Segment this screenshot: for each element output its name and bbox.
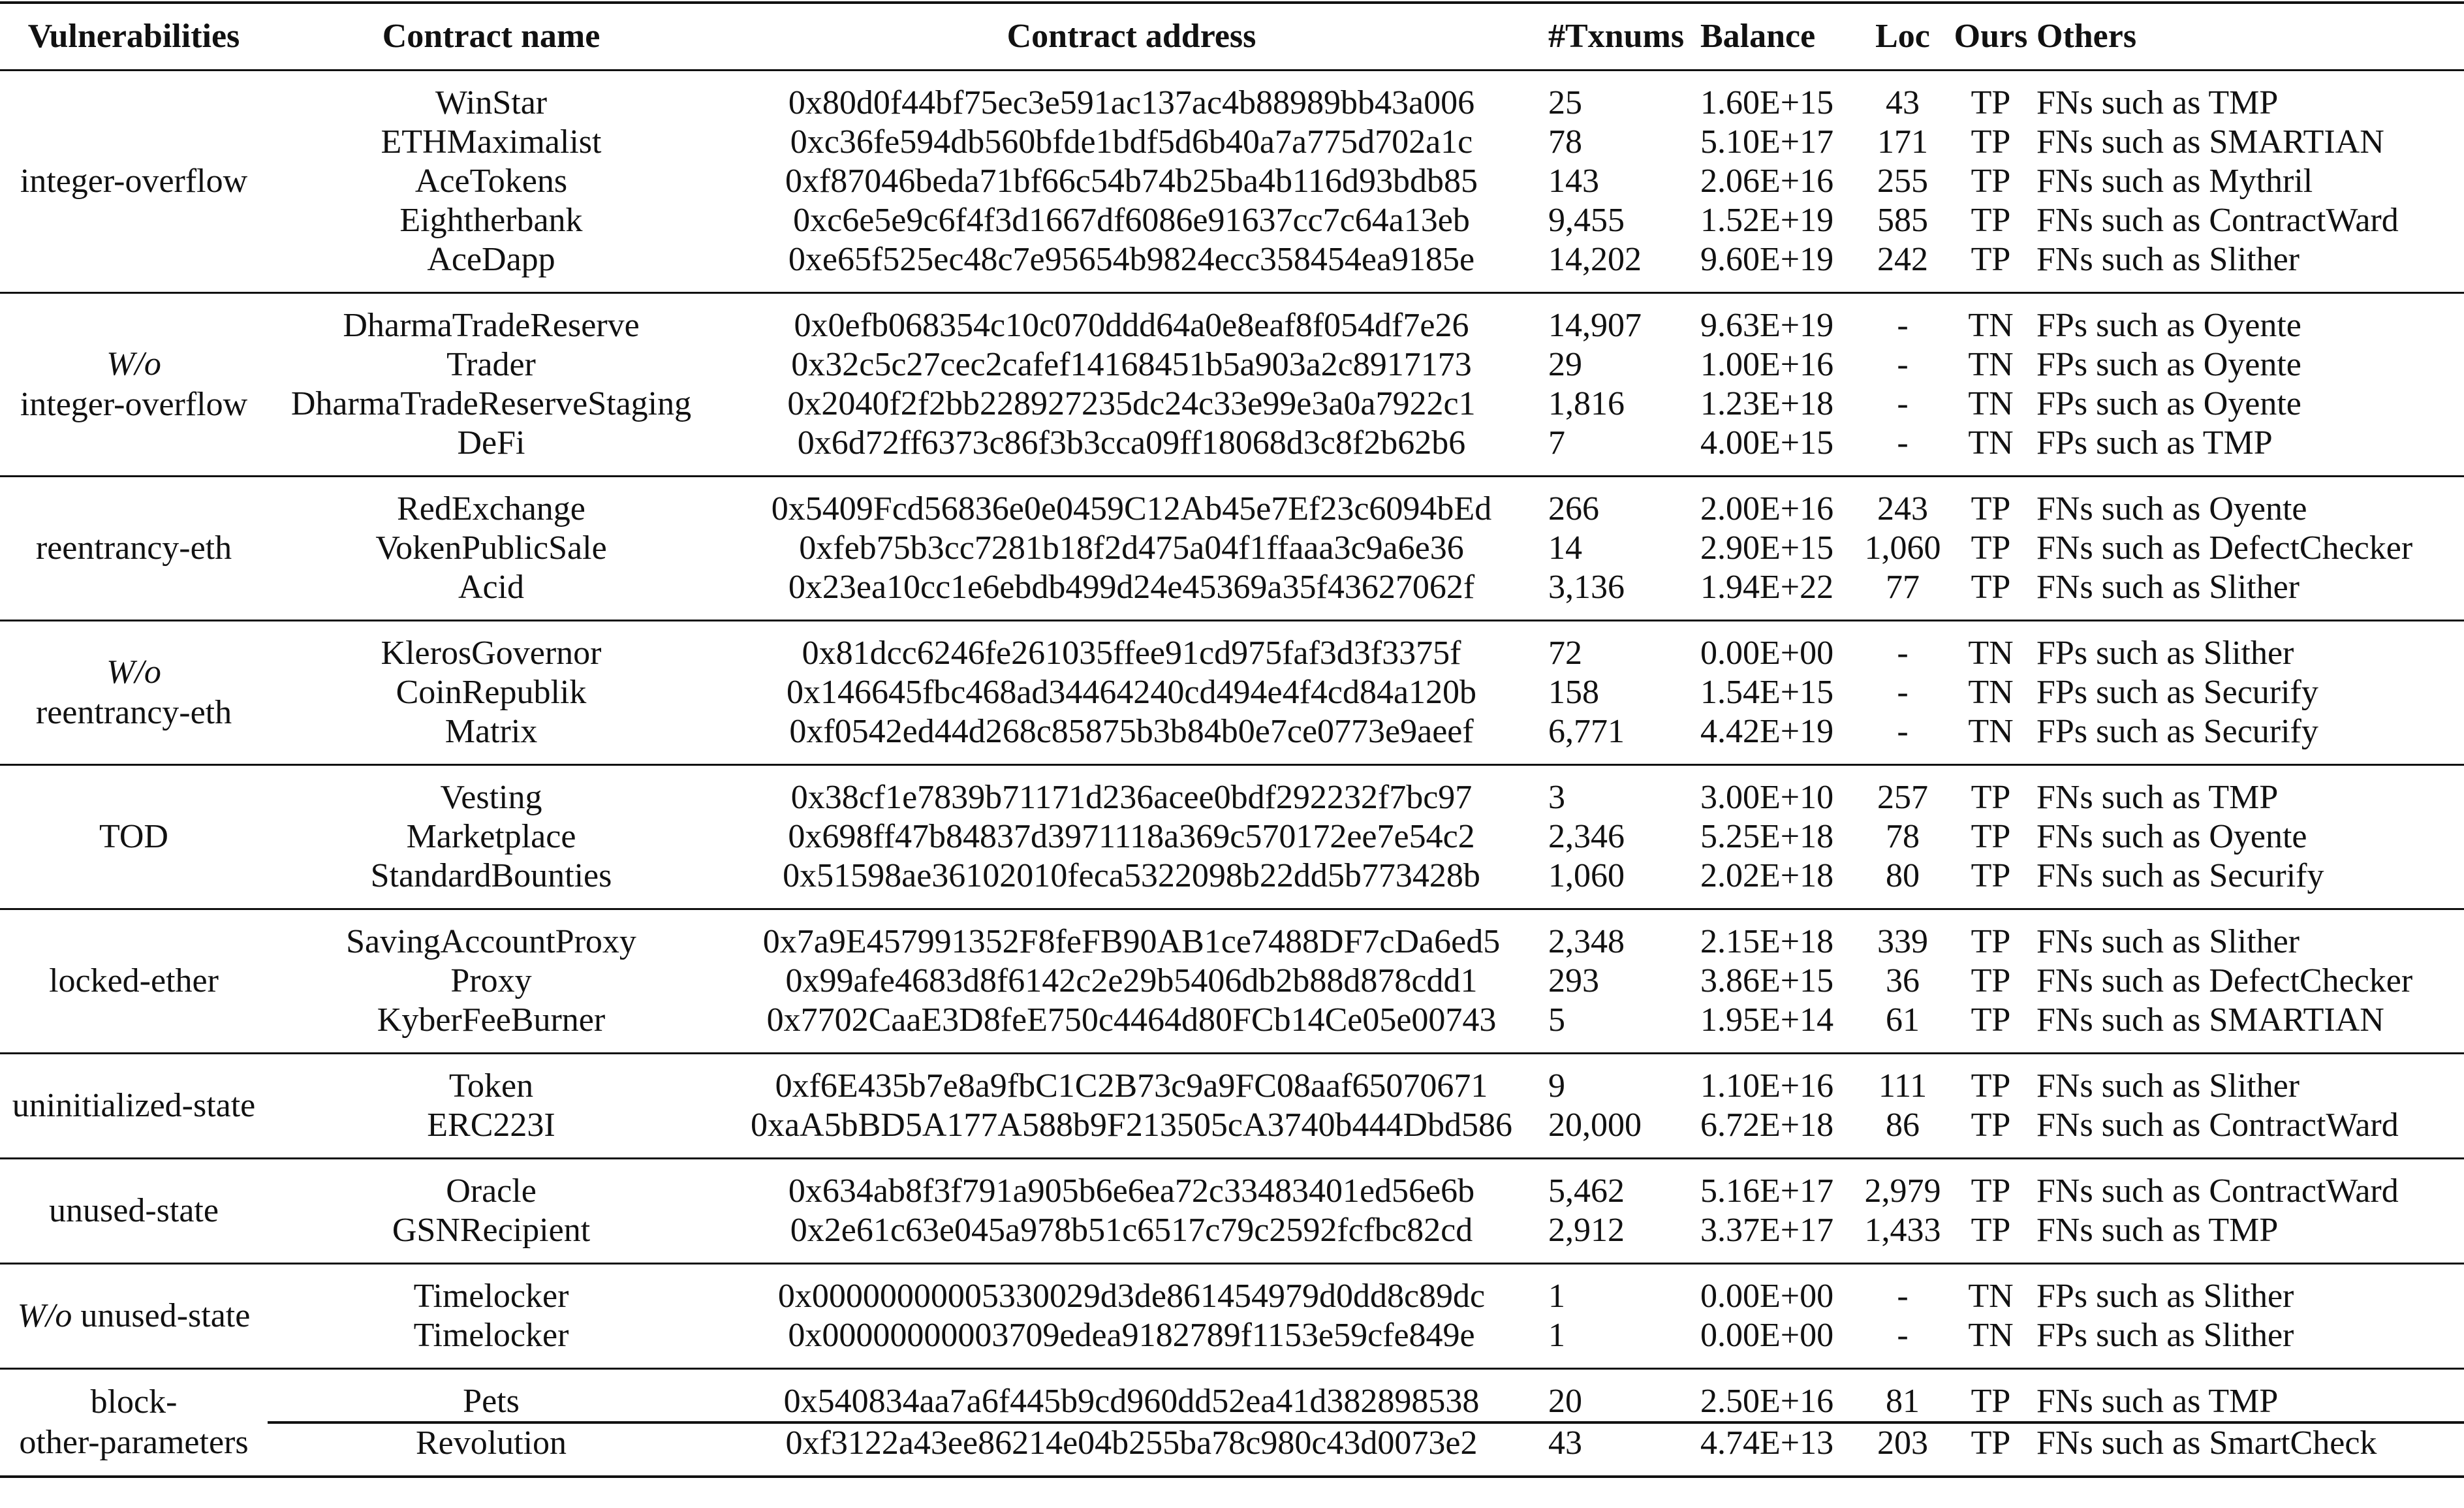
others-cell: FNs such as Mythril	[2036, 163, 2313, 200]
contract-name-cell: AceDapp	[427, 241, 555, 278]
ours-cell: TN	[1968, 713, 2014, 750]
balance-cell: 2.00E+16	[1700, 477, 1860, 529]
contract-address-cell: 0x5409Fcd56836e0e0459C12Ab45e7Ef23c6094bEd	[715, 477, 1548, 529]
table-row	[0, 201, 2464, 240]
loc-cell: 339	[1860, 909, 1945, 962]
others-cell: FPs such as TMP	[2036, 424, 2273, 462]
contract-address-cell: 0x7702CaaE3D8feE750c4464d80FCb14Ce05e00743	[766, 1001, 1497, 1039]
ours-cell: TP	[1945, 477, 2036, 529]
balance-cell: 2.90E+15	[1700, 529, 1834, 567]
table-row	[0, 1001, 2464, 1054]
header-contract-name: Contract name	[268, 3, 715, 71]
balance-cell: 2.02E+18	[1700, 857, 1834, 894]
vulnerability-label: integer-overflow	[20, 163, 248, 200]
vulnerability-label: reentrancy-eth	[35, 694, 232, 731]
others-cell: FNs such as Slither	[2036, 241, 2300, 278]
others-cell: FNs such as SmartCheck	[2036, 1422, 2464, 1477]
loc-cell: 203	[1860, 1422, 1945, 1477]
others-cell: FNs such as Slither	[2036, 909, 2464, 962]
table-row	[0, 385, 2464, 424]
contract-name-cell: Timelocker	[268, 1264, 715, 1317]
contract-address-cell: 0x146645fbc468ad34464240cd494e4f4cd84a120b	[786, 674, 1477, 711]
contract-name-cell: StandardBounties	[370, 857, 612, 894]
contract-address-cell: 0x7a9E457991352F8feFB90AB1ce7488DF7cDa6ed5	[715, 909, 1548, 962]
contract-address-cell: 0xc6e5e9c6f4f3d1667df6086e91637cc7c64a13eb	[793, 202, 1470, 239]
others-cell: FNs such as TMP	[2036, 1212, 2279, 1249]
txnums-cell: 20,000	[1548, 1107, 1642, 1144]
table-row	[0, 856, 2464, 909]
contract-name-cell: GSNRecipient	[392, 1212, 591, 1249]
balance-cell: 0.00E+00	[1700, 621, 1860, 674]
vulnerability-cell	[0, 293, 268, 477]
txnums-cell: 29	[1548, 346, 1582, 383]
balance-cell: 1.52E+19	[1700, 202, 1834, 239]
loc-cell: 1,433	[1864, 1212, 1941, 1249]
others-cell: FPs such as Slither	[2036, 621, 2464, 674]
table-row	[0, 1316, 2464, 1369]
txnums-cell: 14	[1548, 529, 1582, 567]
vulnerability-label: integer-overflow	[20, 386, 248, 423]
txnums-cell: 7	[1548, 424, 1565, 462]
contract-name-cell: Oracle	[268, 1159, 715, 1212]
loc-cell: 585	[1877, 202, 1928, 239]
contract-address-cell: 0x0efb068354c10c070ddd64a0e8eaf8f054df7e26	[715, 293, 1548, 346]
contract-name-cell: DharmaTradeReserve	[268, 293, 715, 346]
ours-cell: TP	[1971, 163, 2011, 200]
others-cell: FNs such as ContractWard	[2036, 1107, 2399, 1144]
table-row	[0, 477, 2464, 529]
vulnerability-cell	[0, 909, 268, 1054]
vulnerability-label: unused-state	[80, 1297, 251, 1334]
contract-address-cell: 0xaA5bBD5A177A588b9F213505cA3740b444Dbd586	[750, 1107, 1513, 1144]
table-body	[0, 71, 2464, 1477]
contract-name-cell: WinStar	[435, 84, 548, 121]
loc-cell: -	[1860, 293, 1945, 346]
ours-cell: TP	[1971, 857, 2011, 894]
vulnerability-cell	[0, 765, 268, 909]
loc-cell: -	[1897, 385, 1909, 422]
ours-cell: TP	[1945, 1422, 2036, 1477]
contract-address-cell: 0x2e61c63e045a978b51c6517c79c2592fcfbc82cd	[790, 1212, 1473, 1249]
contract-name-cell: Timelocker	[413, 1317, 569, 1354]
table-row	[0, 1159, 2464, 1212]
header-contract-address: Contract address	[715, 3, 1548, 71]
ours-cell: TN	[1968, 424, 2014, 462]
table-row	[0, 293, 2464, 346]
contract-address-cell: 0x51598ae36102010feca5322098b22dd5b773428b	[783, 857, 1480, 894]
contract-address-cell: 0xc36fe594db560bfde1bdf5d6b40a7a775d702a1c	[790, 123, 1473, 161]
txnums-cell: 5,462	[1548, 1159, 1700, 1212]
table-row	[0, 909, 2464, 962]
others-cell: FNs such as Slither	[2036, 1054, 2464, 1107]
balance-cell: 2.06E+16	[1700, 163, 1834, 200]
balance-cell: 1.54E+15	[1700, 674, 1834, 711]
contract-name-cell: Acid	[458, 569, 525, 606]
table-row	[0, 765, 2464, 818]
ours-cell: TN	[1945, 1264, 2036, 1317]
header-balance: Balance	[1700, 3, 1860, 71]
table-row	[0, 345, 2464, 385]
txnums-cell: 2,346	[1548, 818, 1625, 855]
contract-name-cell: Trader	[446, 346, 536, 383]
contract-name-cell: Vesting	[268, 765, 715, 818]
ours-cell: TP	[1945, 1369, 2036, 1423]
loc-cell: -	[1897, 674, 1909, 711]
contract-address-cell: 0x00000000003709edea9182789f1153e59cfe849e	[788, 1317, 1475, 1354]
contract-name-cell: CoinRepublik	[396, 674, 587, 711]
table-row	[0, 1106, 2464, 1159]
txnums-cell: 293	[1548, 962, 1599, 999]
txnums-cell: 72	[1548, 621, 1700, 674]
txnums-cell: 1,060	[1548, 857, 1625, 894]
ours-cell: TP	[1971, 123, 2011, 161]
contract-address-cell: 0xf3122a43ee86214e04b255ba78c980c43d0073e2	[715, 1422, 1548, 1477]
txnums-cell: 1	[1548, 1317, 1565, 1354]
without-prefix: W/o	[106, 345, 161, 383]
table-row	[0, 621, 2464, 674]
header-vulnerabilities: Vulnerabilities	[0, 3, 268, 71]
header-row	[0, 3, 2464, 71]
loc-cell: -	[1897, 1317, 1909, 1354]
table-row	[0, 673, 2464, 712]
others-cell: FNs such as Oyente	[2036, 477, 2464, 529]
others-cell: FPs such as Securify	[2036, 674, 2318, 711]
loc-cell: -	[1860, 621, 1945, 674]
ours-cell: TN	[1945, 293, 2036, 346]
txnums-cell: 14,202	[1548, 241, 1642, 278]
txnums-cell: 6,771	[1548, 713, 1625, 750]
contract-address-cell: 0x32c5c27cec2cafef14168451b5a903a2c8917173	[791, 346, 1472, 383]
contract-name-cell: ETHMaximalist	[381, 123, 602, 161]
loc-cell: 171	[1877, 123, 1928, 161]
balance-cell: 2.15E+18	[1700, 909, 1860, 962]
loc-cell: 36	[1886, 962, 1920, 999]
txnums-cell: 9	[1548, 1054, 1700, 1107]
loc-cell: 81	[1860, 1369, 1945, 1423]
ours-cell: TP	[1971, 241, 2011, 278]
others-cell: FNs such as TMP	[2036, 765, 2464, 818]
txnums-cell: 158	[1548, 674, 1599, 711]
ours-cell: TP	[1971, 1001, 2011, 1039]
contract-name-cell: AceTokens	[414, 163, 568, 200]
others-cell: FPs such as Oyente	[2036, 293, 2464, 346]
balance-cell: 1.23E+18	[1700, 385, 1834, 422]
ours-cell: TN	[1968, 346, 2014, 383]
loc-cell: 111	[1860, 1054, 1945, 1107]
others-cell: FPs such as Oyente	[2036, 385, 2301, 422]
table-row	[0, 568, 2464, 621]
contract-name-cell: KlerosGovernor	[268, 621, 715, 674]
without-prefix: W/o	[17, 1297, 72, 1334]
loc-cell: 77	[1886, 569, 1920, 606]
contract-name-cell: Marketplace	[406, 818, 576, 855]
table-row	[0, 712, 2464, 765]
table-row	[0, 1211, 2464, 1264]
loc-cell: 243	[1860, 477, 1945, 529]
vulnerability-label: unused-state	[49, 1192, 219, 1229]
ours-cell: TP	[1945, 1054, 2036, 1107]
balance-cell: 0.00E+00	[1700, 1264, 1860, 1317]
table-row	[0, 1422, 2464, 1477]
contract-name-cell: DharmaTradeReserveStaging	[290, 385, 692, 422]
contract-address-cell: 0x540834aa7a6f445b9cd960dd52ea41d382898538	[715, 1369, 1548, 1423]
others-cell: FNs such as SMARTIAN	[2036, 123, 2384, 161]
txnums-cell: 143	[1548, 163, 1599, 200]
others-cell: FNs such as TMP	[2036, 84, 2279, 121]
loc-cell: 257	[1860, 765, 1945, 818]
others-cell: FPs such as Securify	[2036, 713, 2318, 750]
contract-address-cell: 0xf87046beda71bf66c54b74b25ba4b116d93bdb85	[785, 163, 1478, 200]
table-row	[0, 529, 2464, 568]
contract-name-cell: Matrix	[444, 713, 538, 750]
balance-cell: 6.72E+18	[1700, 1107, 1834, 1144]
txnums-cell: 1	[1548, 1264, 1700, 1317]
vulnerability-cell	[0, 621, 268, 765]
ours-cell: TP	[1945, 909, 2036, 962]
ours-cell: TP	[1971, 1107, 2011, 1144]
balance-cell: 5.25E+18	[1700, 818, 1834, 855]
contract-name-cell: Pets	[268, 1369, 715, 1423]
ours-cell: TN	[1968, 674, 2014, 711]
header-txnums: #Txnums	[1548, 3, 1700, 71]
vulnerability-label: other-parameters	[19, 1424, 249, 1461]
contract-name-cell: KyberFeeBurner	[377, 1001, 606, 1039]
txnums-cell: 2,348	[1548, 909, 1700, 962]
ours-cell: TP	[1971, 569, 2011, 606]
loc-cell: 86	[1886, 1107, 1920, 1144]
contract-address-cell: 0x80d0f44bf75ec3e591ac137ac4b88989bb43a006	[788, 84, 1475, 121]
without-prefix: W/o	[106, 653, 161, 691]
others-cell: FNs such as Securify	[2036, 857, 2324, 894]
balance-cell: 3.37E+17	[1700, 1212, 1834, 1249]
contract-address-cell: 0x81dcc6246fe261035ffee91cd975faf3d3f3375f	[715, 621, 1548, 674]
contract-address-cell: 0x6d72ff6373c86f3b3cca09ff18068d3c8f2b62b6	[797, 424, 1466, 462]
ours-cell: TP	[1971, 529, 2011, 567]
table-row	[0, 1054, 2464, 1107]
contract-address-cell: 0x23ea10cc1e6ebdb499d24e45369a35f43627062f	[788, 569, 1475, 606]
balance-cell: 1.60E+15	[1700, 84, 1834, 121]
txnums-cell: 5	[1548, 1001, 1565, 1039]
others-cell: FNs such as TMP	[2036, 1369, 2464, 1423]
vulnerability-label: block-	[90, 1383, 178, 1421]
loc-cell: 78	[1886, 818, 1920, 855]
loc-cell: 80	[1886, 857, 1920, 894]
header-ours: Ours	[1945, 3, 2036, 71]
contract-address-cell: 0x00000000005330029d3de861454979d0dd8c89dc	[715, 1264, 1548, 1317]
others-cell: FNs such as ContractWard	[2036, 202, 2399, 239]
vulnerability-label: reentrancy-eth	[35, 529, 232, 567]
txnums-cell: 9,455	[1548, 202, 1625, 239]
ours-cell: TP	[1945, 765, 2036, 818]
contract-name-cell: SavingAccountProxy	[268, 909, 715, 962]
balance-cell: 1.00E+16	[1700, 346, 1834, 383]
contract-name-cell: VokenPublicSale	[375, 529, 607, 567]
contract-address-cell: 0xf6E435b7e8a9fbC1C2B73c9a9FC08aaf65070671	[715, 1054, 1548, 1107]
vulnerability-cell	[0, 1054, 268, 1159]
txnums-cell: 25	[1548, 84, 1582, 121]
others-cell: FPs such as Slither	[2036, 1264, 2464, 1317]
ours-cell: TP	[1971, 818, 2011, 855]
txnums-cell: 2,912	[1548, 1212, 1625, 1249]
ours-cell: TP	[1971, 962, 2011, 999]
ours-cell: TN	[1945, 621, 2036, 674]
txnums-cell: 1,816	[1548, 385, 1625, 422]
txnums-cell: 266	[1548, 477, 1700, 529]
txnums-cell: 3,136	[1548, 569, 1625, 606]
balance-cell: 3.86E+15	[1700, 962, 1834, 999]
table-row	[0, 962, 2464, 1001]
balance-cell: 9.63E+19	[1700, 293, 1860, 346]
ours-cell: TP	[1971, 202, 2011, 239]
vulnerability-label: locked-ether	[49, 962, 219, 999]
vulnerability-cell	[0, 1369, 268, 1477]
txnums-cell: 20	[1548, 1369, 1700, 1423]
contract-address-cell: 0x2040f2f2bb228927235dc24c33e99e3a0a7922c1	[787, 385, 1476, 422]
header-loc: Loc	[1860, 3, 1945, 71]
loc-cell: 2,979	[1860, 1159, 1945, 1212]
txnums-cell: 3	[1548, 765, 1700, 818]
balance-cell: 2.50E+16	[1700, 1369, 1860, 1423]
loc-cell: -	[1897, 424, 1909, 462]
others-cell: FPs such as Oyente	[2036, 346, 2301, 383]
balance-cell: 1.95E+14	[1700, 1001, 1834, 1039]
balance-cell: 3.00E+10	[1700, 765, 1860, 818]
txnums-cell: 14,907	[1548, 293, 1700, 346]
balance-cell: 9.60E+19	[1700, 241, 1834, 278]
balance-cell: 4.42E+19	[1700, 713, 1834, 750]
contract-address-cell: 0x698ff47b84837d3971118a369c570172ee7e54c2	[788, 818, 1475, 855]
txnums-cell: 43	[1548, 1422, 1700, 1477]
ours-cell: TN	[1968, 385, 2014, 422]
balance-cell: 5.10E+17	[1700, 123, 1834, 161]
table-row	[0, 817, 2464, 856]
contract-name-cell: ERC223I	[427, 1107, 555, 1144]
loc-cell: 43	[1886, 84, 1920, 121]
vulnerability-cell	[0, 477, 268, 621]
vulnerability-cell	[0, 1264, 268, 1369]
others-cell: FNs such as Slither	[2036, 569, 2300, 606]
others-cell: FNs such as DefectChecker	[2036, 962, 2413, 999]
others-cell: FNs such as DefectChecker	[2036, 529, 2413, 567]
header-others: Others	[2036, 3, 2464, 71]
balance-cell: 5.16E+17	[1700, 1159, 1860, 1212]
others-cell: FNs such as SMARTIAN	[2036, 1001, 2384, 1039]
txnums-cell: 78	[1548, 123, 1582, 161]
loc-cell: -	[1897, 713, 1909, 750]
ours-cell: TP	[1971, 1212, 2011, 1249]
loc-cell: 242	[1877, 241, 1928, 278]
contract-address-cell: 0xfeb75b3cc7281b18f2d475a04f1ffaaa3c9a6e36	[799, 529, 1464, 567]
contract-name-cell: DeFi	[457, 424, 525, 462]
others-cell: FPs such as Slither	[2036, 1317, 2294, 1354]
table-row	[0, 240, 2464, 293]
vulnerability-cell	[0, 71, 268, 293]
balance-cell: 4.00E+15	[1700, 424, 1834, 462]
vulnerability-cell	[0, 1159, 268, 1264]
contract-name-cell: Proxy	[450, 962, 532, 999]
balance-cell: 1.10E+16	[1700, 1054, 1860, 1107]
table-row	[0, 123, 2464, 162]
contract-address-cell: 0x38cf1e7839b71171d236acee0bdf292232f7bc97	[715, 765, 1548, 818]
table-row	[0, 1369, 2464, 1423]
contract-name-cell: Revolution	[268, 1422, 715, 1477]
contract-address-cell: 0x634ab8f3f791a905b6e6ea72c33483401ed56e6b	[715, 1159, 1548, 1212]
ours-cell: TN	[1968, 1317, 2014, 1354]
contract-address-cell: 0x99afe4683d8f6142c2e29b5406db2b88d878cdd1	[785, 962, 1478, 999]
contract-name-cell: RedExchange	[268, 477, 715, 529]
balance-cell: 0.00E+00	[1700, 1317, 1834, 1354]
vulnerability-label: TOD	[99, 818, 168, 855]
contract-name-cell: Eightherbank	[399, 202, 583, 239]
others-cell: FNs such as ContractWard	[2036, 1159, 2464, 1212]
balance-cell: 1.94E+22	[1700, 569, 1834, 606]
loc-cell: -	[1897, 346, 1909, 383]
loc-cell: 1,060	[1864, 529, 1941, 567]
ours-cell: TP	[1971, 84, 2011, 121]
contract-address-cell: 0xf0542ed44d268c85875b3b84b0e7ce0773e9aeef	[789, 713, 1474, 750]
loc-cell: 255	[1877, 163, 1928, 200]
others-cell: FNs such as Oyente	[2036, 818, 2307, 855]
table-row	[0, 162, 2464, 201]
vulnerability-results-table	[0, 1, 2464, 1478]
loc-cell: 61	[1886, 1001, 1920, 1039]
table-row	[0, 1264, 2464, 1317]
contract-address-cell: 0xe65f525ec48c7e95654b9824ecc358454ea9185e	[788, 241, 1475, 278]
ours-cell: TP	[1945, 1159, 2036, 1212]
balance-cell: 4.74E+13	[1700, 1422, 1860, 1477]
table-row	[0, 424, 2464, 477]
contract-name-cell: Token	[268, 1054, 715, 1107]
loc-cell: -	[1860, 1264, 1945, 1317]
vulnerability-label: uninitialized-state	[12, 1087, 256, 1124]
table-row	[0, 71, 2464, 123]
